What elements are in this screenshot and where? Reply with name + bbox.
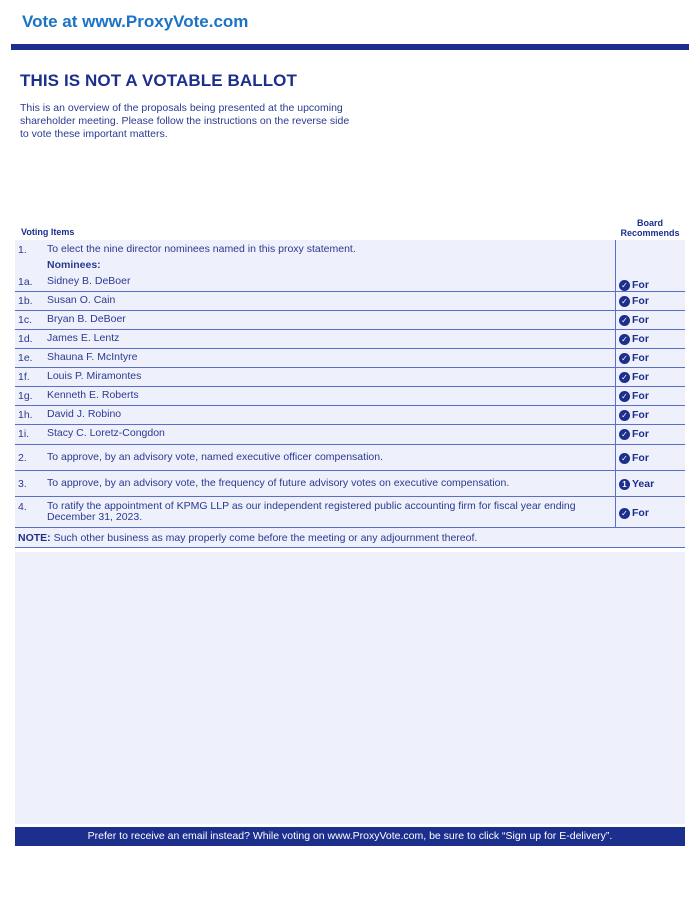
table-header <box>15 218 685 240</box>
table-row <box>15 387 685 406</box>
check-circle-icon: ✓ <box>619 372 630 383</box>
item-number: 1f. <box>18 371 30 383</box>
intro-text: This is an overview of the proposals being presented at the upcoming shareholder meeting. Please follow the instructions on the reverse side to vote these important matters. <box>20 102 350 140</box>
recommendation-cell <box>615 368 685 386</box>
note-text: NOTE: Such other business as may properly come before the meeting or any adjournment thereof. <box>18 532 478 544</box>
item-number: 1c. <box>18 314 33 326</box>
recommendation-cell <box>615 330 685 348</box>
voting-table <box>15 240 685 548</box>
blank-panel <box>15 552 685 824</box>
recommendation-cell <box>615 240 685 272</box>
table-row <box>15 406 685 425</box>
recommendation-cell <box>615 349 685 367</box>
recommendation-cell <box>615 425 685 444</box>
item-text: To ratify the appointment of KPMG LLP as our independent registered public accounting firm for fiscal year ending December 31, 2023. <box>47 500 576 523</box>
recommendation-cell <box>615 272 685 291</box>
nominee-name: Louis P. Miramontes <box>47 370 142 382</box>
nominee-name: Sidney B. DeBoer <box>47 275 131 287</box>
item-number: 2. <box>18 452 27 464</box>
check-circle-icon: ✓ <box>619 334 630 345</box>
nominee-name: Shauna F. McIntyre <box>47 351 138 363</box>
recommendation: ✓ For <box>619 352 649 364</box>
item-number: 1d. <box>18 333 33 345</box>
nominee-name: David J. Robino <box>47 408 122 420</box>
table-row <box>15 240 685 272</box>
recommendation: ✓ For <box>619 295 649 307</box>
table-row <box>15 425 685 445</box>
item-text: To approve, by an advisory vote, the frequency of future advisory votes on executive compensation. <box>47 477 510 489</box>
item-number: 4. <box>18 501 27 513</box>
recommendation: ✓ For <box>619 507 649 519</box>
recommendation-cell <box>615 497 685 527</box>
item-number: 1h. <box>18 409 33 421</box>
recommendation-cell <box>615 406 685 424</box>
table-row <box>15 311 685 330</box>
nominee-name: Kenneth E. Roberts <box>47 389 139 401</box>
check-circle-icon: ✓ <box>619 280 630 291</box>
item-text: To approve, by an advisory vote, named executive officer compensation. <box>47 451 383 463</box>
check-circle-icon: ✓ <box>619 508 630 519</box>
recommendation-cell <box>615 471 685 496</box>
item-number: 1. <box>18 244 27 256</box>
check-circle-icon: ✓ <box>619 453 630 464</box>
recommendation-cell <box>615 292 685 310</box>
check-circle-icon: ✓ <box>619 353 630 364</box>
recommendation: ✓ For <box>619 371 649 383</box>
recommendation: ✓ For <box>619 409 649 421</box>
proxyvote-url[interactable]: Vote at www.ProxyVote.com <box>22 12 249 31</box>
note-row <box>15 528 685 548</box>
check-circle-icon: ✓ <box>619 391 630 402</box>
nominees-label: Nominees: <box>47 259 101 271</box>
item-number: 1i. <box>18 428 30 440</box>
table-row <box>15 471 685 497</box>
recommendation: ✓ For <box>619 333 649 345</box>
table-row <box>15 292 685 311</box>
table-row <box>15 445 685 471</box>
footer-banner: Prefer to receive an email instead? While voting on www.ProxyVote.com, be sure to click “Sign up for E-delivery”. <box>15 827 685 846</box>
recommendation: 1 Year <box>619 478 654 490</box>
nominee-name: Stacy C. Loretz-Congdon <box>47 427 165 439</box>
recommendation: ✓ For <box>619 428 649 440</box>
check-circle-icon: ✓ <box>619 296 630 307</box>
item-number: 1a. <box>18 276 33 288</box>
number-one-badge-icon: 1 <box>619 479 630 490</box>
recommendation: ✓ For <box>619 452 649 464</box>
table-row <box>15 272 685 292</box>
item-number: 1e. <box>18 352 33 364</box>
nominee-name: Bryan B. DeBoer <box>47 313 126 325</box>
nominee-name: Susan O. Cain <box>47 294 116 306</box>
check-circle-icon: ✓ <box>619 429 630 440</box>
nominee-name: James E. Lentz <box>47 332 120 344</box>
item-text: To elect the nine director nominees named in this proxy statement. <box>47 243 356 255</box>
check-circle-icon: ✓ <box>619 315 630 326</box>
recommendation: ✓ For <box>619 279 649 291</box>
recommendation-cell <box>615 445 685 470</box>
check-circle-icon: ✓ <box>619 410 630 421</box>
item-number: 1g. <box>18 390 33 402</box>
item-number: 1b. <box>18 295 33 307</box>
page-title: THIS IS NOT A VOTABLE BALLOT <box>20 71 297 90</box>
recommendation-cell <box>615 387 685 405</box>
voting-items-header: Voting Items <box>21 227 75 237</box>
item-number: 3. <box>18 478 27 490</box>
table-row <box>15 497 685 528</box>
board-recommends-header: Board Recommends <box>620 218 680 238</box>
recommendation: ✓ For <box>619 390 649 402</box>
table-row <box>15 368 685 387</box>
recommendation: ✓ For <box>619 314 649 326</box>
table-row <box>15 349 685 368</box>
header-divider <box>11 44 689 50</box>
recommendation-cell <box>615 311 685 329</box>
table-row <box>15 330 685 349</box>
